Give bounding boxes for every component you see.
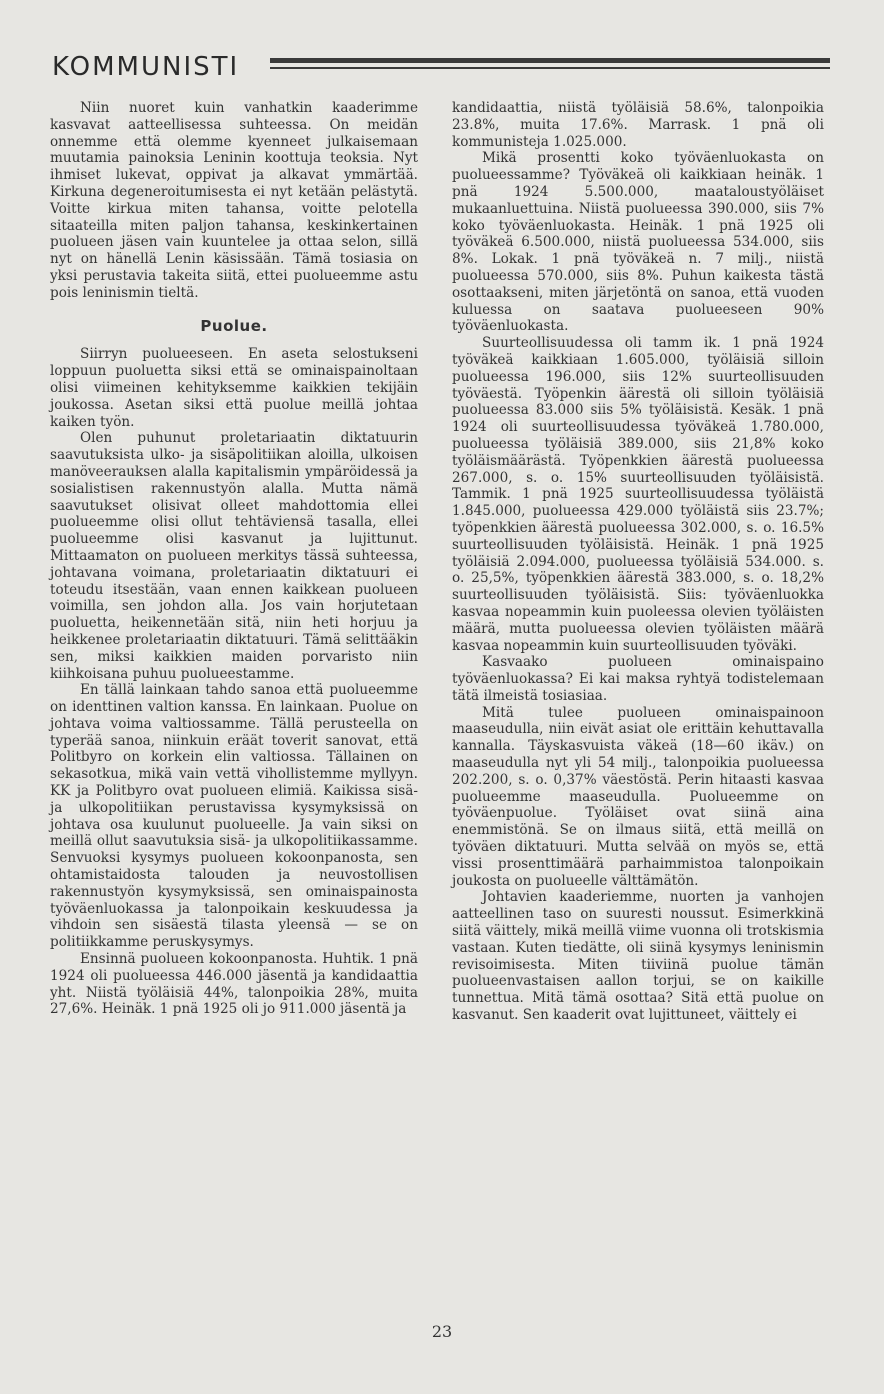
paragraph: Suurteollisuudessa oli tamm ik. 1 pnä 1924 työväkeä kaikkiaan 1.605.000, työläisiä silloin puolueessa 196.000, siis 12% suurteollisuuden työväestä. Työpenkin äärestä oli silloin työläisiä puolueessa 83.000 siis 5% työläisistä. Kesäk. 1 pnä 1924 oli suurteollisuudessa työväkeä 1.780.000, puolueessa työläisiä 389.000, siis 21,8% koko työläismäärästä. Työpenkkien äärestä puolueessa 267.000, s. o. 15% suurteollisuuden työläisistä. Tammik. 1 pnä 1925 suurteollisuudessa työläistä 1.845.000, puolueessa 429.000 työläistä siis 23.7%; työpenkkien äärestä puolueessa 302.000, s. o. 16.5% suurteollisuuden työläisistä. Heinäk. 1 pnä 1925 työläisiä 2.094.000, puolueessa työläisiä 534.000. s. o. 25,5%, työpenkkien äärestä 383.000, s. o. 18,2% suurteollisuuden työläisistä. Siis: työväenluokka kasvaa nopeammin kuin puoleessa olevien työläisten määrä, mutta puolueessa olevien työläisten määrä kasvaa nopeammin kuin suurteollisuuden työväki. [452,335,824,654]
section-heading: Puolue. [200,316,268,335]
paragraph: Olen puhunut proletariaatin diktatuurin saavutuksista ulko- ja sisäpolitiikan aloilla, ulkoisen manöveerauksen alalla kapitalismin ympäröidessä ja sosialistisen rakennustyön alalla. Mutta nämä saavutukset olisivat olleet mahdottomia ellei puolueemme olisi ollut tehtäviensä tasalla, ellei puolueemme olisi kasvanut ja lujittunut. Mittaamaton on puolueen merkitys tässä suhteessa, johtavana voimana, proletariaatin diktatuuri ei toteudu itsestään, vaan ennen kaikkean puolueen voimilla, sen johdon alla. Jos vain horjutetaan puoluetta, heikennetään sitä, niin heti horjuu ja heikkenee proletariaatin diktatuuri. Tämä selittääkin sen, miksi kaikkien maiden porvaristo niin kiihkoisana puhuu puolueestamme. [50,430,418,682]
page-number: 23 [431,1322,453,1341]
paragraph: Kasvaako puolueen ominaispaino työväenluokassa? Ei kai maksa ryhtyä todistelemaan tätä ilmeistä tosiasiaa. [452,654,824,704]
paragraph: kandidaattia, niistä työläisiä 58.6%, talonpoikia 23.8%, muita 17.6%. Marrask. 1 pnä oli kommunisteja 1.025.000. [452,100,824,150]
page-header [52,48,832,88]
paragraph: Ensinnä puolueen kokoonpanosta. Huhtik. 1 pnä 1924 oli puolueessa 446.000 jäsentä ja kandidaattia yht. Niistä työläisiä 44%, talonpoikia 28%, muita 27,6%. Heinäk. 1 pnä 1925 oli jo 911.000 jäsentä ja [50,951,418,1018]
header-rule-thin [270,67,830,69]
right-column [452,100,824,1024]
header-rule [270,58,830,74]
left-column [50,100,418,1018]
paragraph: En tällä lainkaan tahdo sanoa että puolueemme on identtinen valtion kanssa. En lainkaan. Puolue on johtava voima valtiossamme. Tällä perusteella on typerää sanoa, niinkuin eräät toverit sanovat, että Politbyro on korkein elin valtiossa. Tällainen on sekasotkua, mikä vain vettä vihollistemme myllyyn. KK ja Politbyro ovat puolueen elimiä. Kaikissa sisä- ja ulkopolitiikan perustavissa kysymyksissä on johtava osa kuulunut puolueelle. Ja vain siksi on meillä ollut saavutuksia sisä- ja ulkopolitiikassamme. Senvuoksi kysymys puolueen kokoonpanosta, sen ohtamistaidosta talouden ja neuvostollisen rakennustyön kysymyksissä, sen ominaispainosta työväenluokassa ja talonpoikain keskuudessa ja vihdoin sen sisäestä tilasta yleensä — se on politiikkamme peruskysymys. [50,682,418,951]
paragraph: Mikä prosentti koko työväenluokasta on puolueessamme? Työväkeä oli kaikkiaan heinäk. 1 pnä 1924 5.500.000, maataloustyöläiset mukaanluettuina. Niistä puolueessa 390.000, siis 7% koko työväenluokasta. Heinäk. 1 pnä 1925 oli työväkeä 6.500.000, niistä puolueessa 534.000, siis 8%. Lokak. 1 pnä työväkeä n. 7 milj., niistä puolueessa 570.000, siis 8%. Puhun kaikesta tästä osottaakseni, miten järjetöntä on sanoa, että vuoden kuluessa on saatava puolueeseen 90% työväenluokasta. [452,150,824,335]
paragraph: Niin nuoret kuin vanhatkin kaaderimme kasvavat aatteellisessa suhteessa. On meidän onnemme että olemme kyenneet julkaisemaan muutamia painoksia Leninin koottuja teoksia. Nyt ihmiset lukevat, oppivat ja alkavat ymmärtää. Kirkuna degeneroitumisesta ei nyt ketään pelästytä. Voitte kirkua miten tahansa, voitte pelotella sitaateilla miten paljon tahansa, keskinkertainen puolueen jäsen vain kuuntelee ja ottaa selon, sillä nyt on hänellä Lenin käsissään. Tämä tosiasia on yksi perustavia takeita siitä, ettei puolueemme astu pois leninismin tieltä. [50,100,418,301]
header-rule-thick [270,58,830,63]
paragraph: Siirryn puolueeseen. En aseta selostukseni loppuun puoluetta siksi että se ominaispainoltaan olisi viimeinen kehityksemme kaikkien tekijäin joukossa. Asetan siksi että puolue meillä johtaa kaiken työn. [50,346,418,430]
paragraph: Johtavien kaaderiemme, nuorten ja vanhojen aatteellinen taso on suuresti noussut. Esimerkkinä siitä väittely, mikä meillä viime vuonna oli trotskismia vastaan. Kuten tiedätte, oli siinä kysymys leninismin revisoimisesta. Miten tiiviinä puolue tämän puolueenvastaisen aallon torjui, se on kaikille tunnettua. Mitä tämä osottaa? Sitä että puolue on kasvanut. Sen kaaderit ovat lujittuneet, väittely ei [452,889,824,1024]
journal-title: KOMMUNISTI [52,52,240,82]
paragraph: Mitä tulee puolueen ominaispainoon maaseudulla, niin eivät asiat ole erittäin kehuttavalla kannalla. Täyskasvuista väkeä (18—60 ikäv.) on maaseudulla nyt yli 54 milj., talonpoikia puolueessa 202.200, s. o. 0,37% väestöstä. Perin hitaasti kasvaa puolueemme maaseudulla. Puolueemme on työväenpuolue. Työläiset ovat siinä aina enemmistönä. Se on ilmaus siitä, että meillä on työväen diktatuuri. Mutta selvää on myös se, että vissi prosenttimäärä parhaimmistoa talonpoikain joukosta on puolueelle välttämätön. [452,704,824,889]
